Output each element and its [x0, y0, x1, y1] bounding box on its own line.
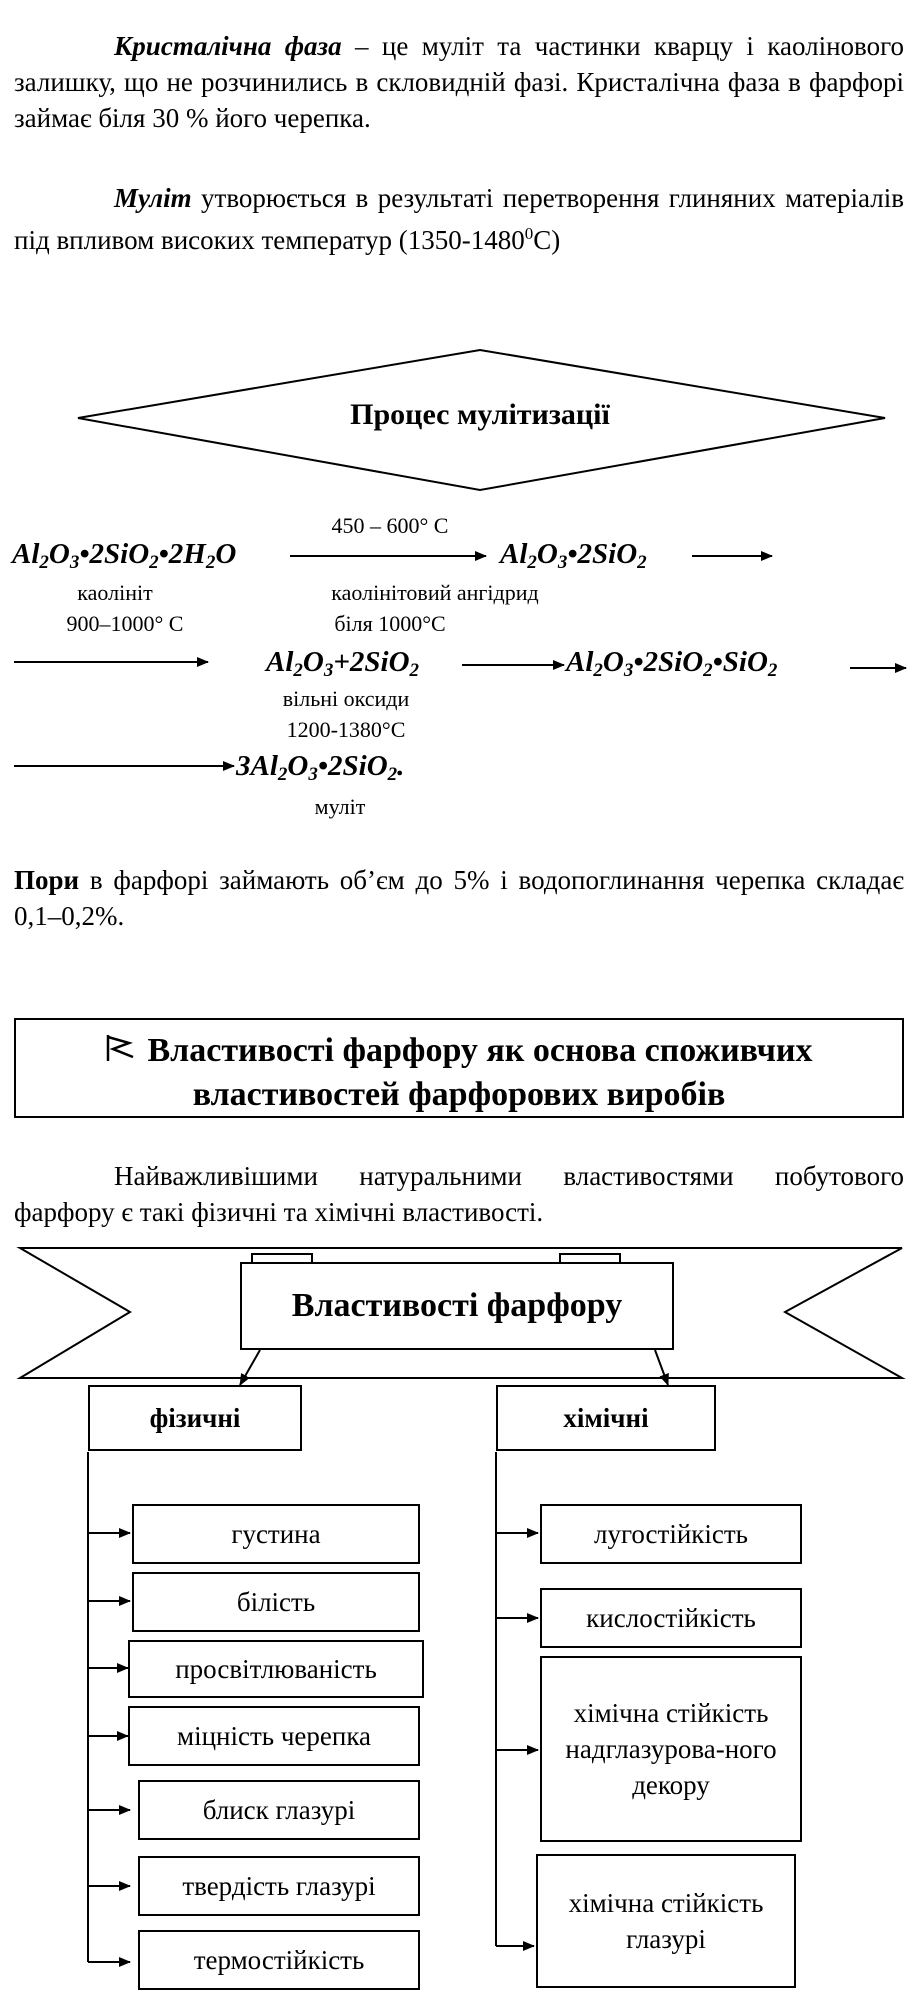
label-free-oxides: вільні оксиди	[282, 686, 410, 711]
property-glaze-gloss: блиск глазурі	[138, 1780, 420, 1840]
property-density: густина	[132, 1504, 420, 1564]
crystal-phase-text: – це муліт та частинки кварцу і каолінового залишку, що не розчинились в скловидній фазі. Кристалічна фаза в фарфорі займає біля 30 % його черепка.	[14, 31, 904, 133]
flag-icon	[105, 1032, 135, 1074]
property-thermal-resistance: термостійкість	[138, 1930, 420, 1990]
temp-450-600: 450 – 600° C	[331, 513, 449, 538]
formula-intermediate: $Al_2O_3•2SiO_2•SiO_2$	[566, 646, 778, 681]
section-heading-text: Властивості фарфору як основа споживчих властивостей фарфорових виробів	[147, 1032, 813, 1113]
term-crystal-phase: Кристалічна фаза	[114, 31, 342, 61]
property-glaze-chemical-resistance: хімічна стійкість глазурі	[536, 1854, 796, 1988]
mullite-unit: C)	[533, 225, 561, 255]
property-decor-chemical-resistance: хімічна стійкість надглазурова-ного декору	[540, 1656, 802, 1842]
property-body-strength: міцність черепка	[128, 1706, 420, 1766]
banner-title: Властивості фарфору	[240, 1262, 674, 1350]
formula-free-oxides: $Al_2O_3+2SiO_2$	[266, 646, 420, 681]
label-anhydride: каолінітовий ангідрид	[331, 580, 539, 605]
paragraph-intro: Найважливішими натуральними властивостями побутового фарфору є такі фізичні та хімічні властивості.	[14, 1161, 904, 1227]
temp-900-1000: 900–1000° С	[66, 611, 184, 636]
formula-mullite: $3Al_2O_3•2SiO_2$.	[236, 750, 405, 785]
mullite-text: утворюється в результаті перетворення глиняних матеріалів під впливом високих температур (1350-1480	[14, 183, 904, 255]
chemical-box: хімічні	[496, 1385, 716, 1451]
section-heading	[14, 1018, 904, 1118]
label-mullite: муліт	[314, 794, 366, 819]
formula-kaolinite: $Al_2O_3•2SiO_2•2H_2O$	[12, 538, 237, 573]
temp-about-1000: біля 1000°С	[334, 611, 446, 636]
term-mullite: Муліт	[114, 183, 192, 213]
physical-box: фізичні	[88, 1385, 302, 1451]
pores-text: в фарфорі займають об’єм до 5% і водопоглинання черепка складає 0,1–0,2%.	[14, 865, 904, 931]
degree-superscript: 0	[524, 224, 534, 243]
property-translucency: просвітлюваність	[128, 1640, 424, 1698]
property-acid-resistance: кислостійкість	[540, 1588, 802, 1648]
term-pores: Пори	[14, 865, 80, 895]
diamond-title: Процес мулітизації	[350, 398, 610, 431]
paragraph-pores	[14, 862, 904, 934]
formula-anhydride: $Al_2O_3•2SiO_2$	[500, 538, 647, 573]
property-whiteness: білість	[132, 1572, 420, 1632]
temp-1200-1380: 1200-1380°С	[286, 717, 406, 742]
label-kaolinite: каолініт	[77, 580, 153, 605]
property-alkali-resistance: лугостійкість	[540, 1504, 802, 1564]
property-glaze-hardness: твердість глазурі	[138, 1856, 420, 1916]
